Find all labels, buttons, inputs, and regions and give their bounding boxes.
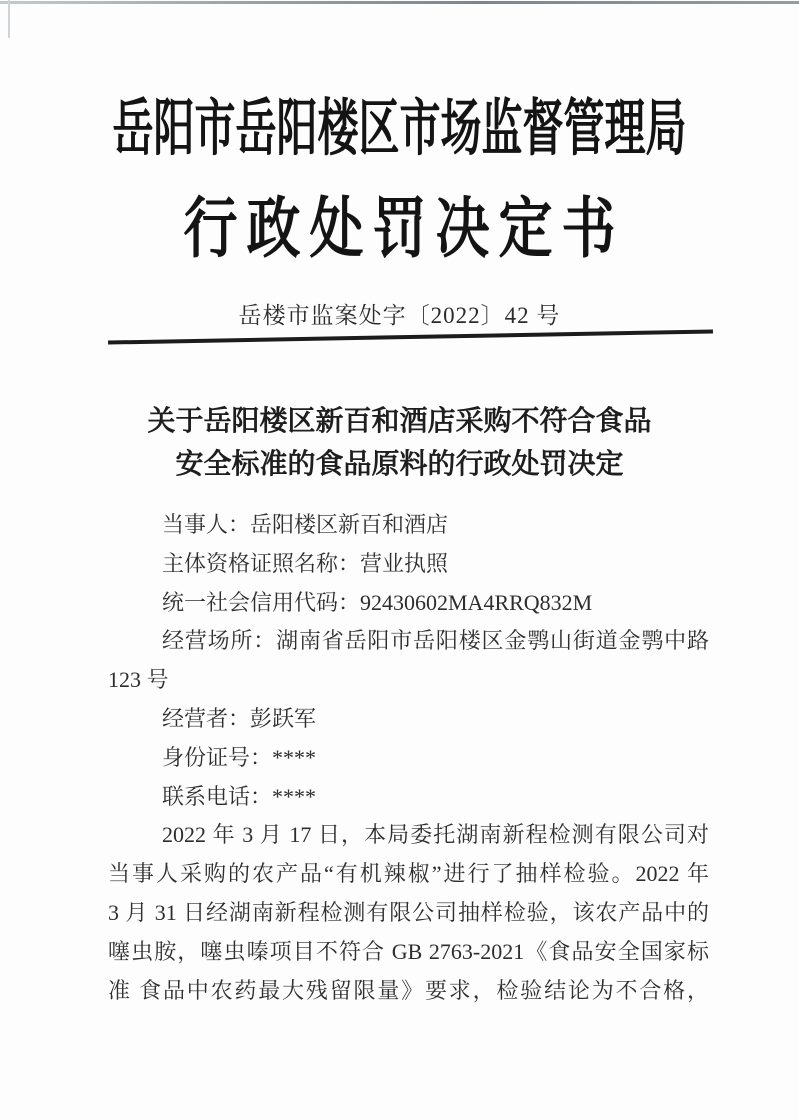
line-operator-name: 经营者：彭跃军: [162, 705, 317, 731]
line-credit-code: 统一社会信用代码：92430602MA4RRQ832M: [162, 589, 593, 615]
line-business-address: 经营场所：湖南省岳阳市岳阳楼区金鹗山街道金鹗中路: [162, 628, 709, 654]
line-party-name: 当事人：岳阳楼区新百和酒店: [162, 512, 449, 537]
line-paragraph-5: 准 食品中农药最大残留限量》要求，检验结论为不合格，: [108, 977, 709, 1003]
line-paragraph-4: 噻虫胺，噻虫嗪项目不符合 GB 2763-2021《食品安全国家标: [108, 938, 709, 964]
line-paragraph-3: 3 月 31 日经湖南新程检测有限公司抽样检验，该农产品中的: [108, 899, 709, 925]
issuing-agency-title: [0, 90, 799, 166]
issuing-agency-text: 岳阳市岳阳楼区市场监督管理局: [112, 92, 687, 162]
scan-edge-artifact-top: [0, 1, 799, 4]
document-number: 岳楼市监案处字〔2022〕42 号: [238, 303, 561, 328]
line-phone-number: 联系电话：****: [162, 783, 317, 809]
line-license-type: 主体资格证照名称：营业执照: [162, 550, 449, 576]
document-body: [108, 506, 709, 1010]
decision-subtitle-line-1: 关于岳阳楼区新百和酒店采购不符合食品: [147, 405, 652, 436]
decision-subtitle-line-2: 安全标准的食品原料的行政处罚决定: [175, 448, 624, 479]
document-type-title: [0, 190, 799, 268]
scan-edge-artifact-left: [8, 0, 10, 38]
header-divider-rule: [108, 329, 713, 344]
line-address-continued: 123 号: [108, 667, 169, 693]
line-paragraph-2: 当事人采购的农产品“有机辣椒”进行了抽样检验。2022 年: [108, 861, 709, 887]
line-id-number: 身份证号：****: [162, 744, 317, 770]
line-paragraph-1: 2022 年 3 月 17 日，本局委托湖南新程检测有限公司对: [162, 822, 709, 848]
document-type-text: 行政处罚决定书: [183, 192, 625, 266]
